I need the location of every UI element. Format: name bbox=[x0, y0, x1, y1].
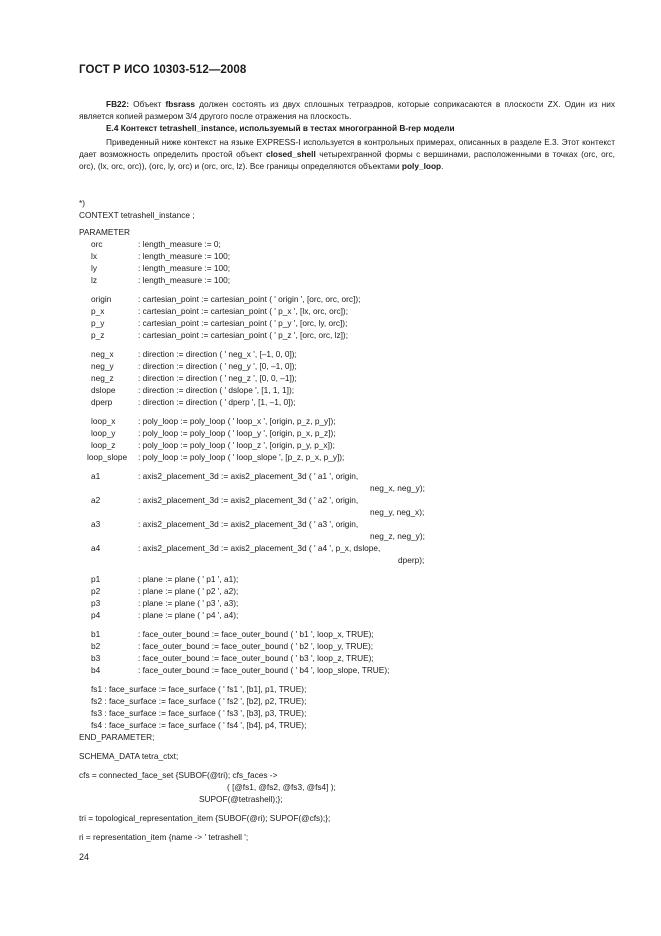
code-line: SCHEMA_DATA tetra_ctxt; bbox=[79, 751, 179, 761]
note-text: должен состоять из двух сплошных тетраэдров, которые соприкасаются в плоскости ZX. Один из них является копией размером 3/4 другого после отражения на плоскость. bbox=[79, 99, 615, 121]
param-name: neg_z bbox=[91, 373, 114, 383]
code-line: fs1 : face_surface := face_surface ( ' fs1 ', [b1], p1, TRUE); bbox=[91, 684, 307, 694]
param-def: : cartesian_point := cartesian_point ( ' p_y ', [orc, ly, orc]); bbox=[138, 318, 348, 328]
param-def: : axis2_placement_3d := axis2_placement_3d ( ' a3 ', origin, bbox=[138, 519, 359, 529]
param-def: : direction := direction ( ' neg_x ', [–1, 0, 0]); bbox=[138, 349, 297, 359]
param-def: : face_outer_bound := face_outer_bound ( ' b3 ', loop_z, TRUE); bbox=[138, 653, 374, 663]
param-name: dperp bbox=[91, 397, 113, 407]
param-def: : plane := plane ( ' p1 ', a1); bbox=[138, 574, 239, 584]
param-def: : axis2_placement_3d := axis2_placement_3d ( ' a4 ', p_x, dslope, bbox=[138, 543, 381, 553]
param-def: : axis2_placement_3d := axis2_placement_3d ( ' a2 ', origin, bbox=[138, 495, 359, 505]
section-title: E.4 Контекст tetrashell_instance, используемый в тестах многогранной B-rep модели bbox=[106, 123, 455, 133]
param-def: : direction := direction ( ' dperp ', [1, –1, 0]); bbox=[138, 397, 296, 407]
param-def: : direction := direction ( ' neg_z ', [0, 0, –1]); bbox=[138, 373, 297, 383]
param-name: b2 bbox=[91, 641, 101, 651]
entity-name: poly_loop bbox=[401, 161, 442, 171]
param-def: : plane := plane ( ' p2 ', a2); bbox=[138, 586, 239, 596]
param-def: : axis2_placement_3d := axis2_placement_3d ( ' a1 ', origin, bbox=[138, 471, 359, 481]
code-line: CONTEXT tetrashell_instance ; bbox=[79, 210, 195, 220]
note-text: Объект bbox=[129, 99, 166, 109]
param-name: neg_x bbox=[91, 349, 114, 359]
intro-text: Приведенный ниже контекст на языке EXPRESS-I используется в контрольных примерах, описанных в разделе E.3. Этот контекст дает возможность определить простой объект bbox=[79, 137, 615, 159]
param-def: : length_measure := 0; bbox=[138, 239, 221, 249]
code-line: PARAMETER bbox=[79, 227, 131, 237]
param-name: a2 bbox=[91, 495, 101, 505]
code-line: END_PARAMETER; bbox=[79, 732, 155, 742]
code-line: SUPOF(@tetrashell);}; bbox=[199, 794, 283, 804]
param-name: a4 bbox=[91, 543, 101, 553]
param-name: lx bbox=[91, 251, 97, 261]
param-def: : cartesian_point := cartesian_point ( ' p_z ', [orc, orc, lz]); bbox=[138, 330, 348, 340]
param-def: : plane := plane ( ' p4 ', a4); bbox=[138, 610, 239, 620]
section-heading bbox=[79, 122, 615, 134]
param-name: p3 bbox=[91, 598, 101, 608]
param-def: : face_outer_bound := face_outer_bound ( ' b4 ', loop_slope, TRUE); bbox=[138, 665, 390, 675]
param-def: : poly_loop := poly_loop ( ' loop_x ', [origin, p_z, p_y]); bbox=[138, 416, 336, 426]
param-name: b1 bbox=[91, 629, 101, 639]
param-name: loop_z bbox=[91, 440, 116, 450]
param-name: b4 bbox=[91, 665, 101, 675]
param-def: : length_measure := 100; bbox=[138, 275, 231, 285]
param-name: loop_slope bbox=[87, 452, 128, 462]
param-def: : cartesian_point := cartesian_point ( ' origin ', [orc, orc, orc]); bbox=[138, 294, 361, 304]
param-name: p_z bbox=[91, 330, 105, 340]
param-name: neg_y bbox=[91, 361, 114, 371]
code-line: fs4 : face_surface := face_surface ( ' fs4 ', [b4], p4, TRUE); bbox=[91, 720, 307, 730]
intro-paragraph bbox=[79, 136, 615, 172]
param-def-cont: dperp); bbox=[398, 555, 425, 565]
param-def: : length_measure := 100; bbox=[138, 263, 231, 273]
param-def: : direction := direction ( ' neg_y ', [0, –1, 0]); bbox=[138, 361, 297, 371]
param-name: p_x bbox=[91, 306, 105, 316]
param-def-cont: neg_y, neg_x); bbox=[370, 507, 425, 517]
param-name: p_y bbox=[91, 318, 105, 328]
param-name: ly bbox=[91, 263, 97, 273]
intro-text: . bbox=[441, 161, 444, 171]
param-def: : direction := direction ( ' dslope ', [1, 1, 1]); bbox=[138, 385, 295, 395]
param-name: a1 bbox=[91, 471, 101, 481]
param-name: orc bbox=[91, 239, 103, 249]
code-line: cfs = connected_face_set {SUBOF(@tri); cfs_faces -> bbox=[79, 770, 278, 780]
param-def: : plane := plane ( ' p3 ', a3); bbox=[138, 598, 239, 608]
param-def: : length_measure := 100; bbox=[138, 251, 231, 261]
param-def: : poly_loop := poly_loop ( ' loop_z ', [origin, p_y, p_x]); bbox=[138, 440, 335, 450]
param-name: loop_x bbox=[91, 416, 116, 426]
param-def: : face_outer_bound := face_outer_bound ( ' b1 ', loop_x, TRUE); bbox=[138, 629, 374, 639]
document-header: ГОСТ Р ИСО 10303-512—2008 bbox=[79, 64, 247, 76]
param-name: lz bbox=[91, 275, 97, 285]
code-line: tri = topological_representation_item {SUBOF(@ri); SUPOF(@cfs);}; bbox=[79, 813, 331, 823]
entity-name: closed_shell bbox=[265, 149, 316, 159]
param-name: dslope bbox=[91, 385, 116, 395]
page-number: 24 bbox=[79, 852, 90, 862]
entity-name: fbsrass bbox=[165, 99, 196, 109]
param-def: : cartesian_point := cartesian_point ( ' p_x ', [lx, orc, orc]); bbox=[138, 306, 348, 316]
param-def-cont: neg_z, neg_y); bbox=[370, 531, 425, 541]
code-line: *) bbox=[79, 198, 85, 208]
param-name: origin bbox=[91, 294, 112, 304]
intro-text: четырехгранной формы с вершинами, расположенными в точках (orc, orc, orc), (lx, orc, orc)), (orc, ly, orc) и (orc, orc, lz). Все границы определяются объектами bbox=[79, 149, 615, 171]
param-name: p1 bbox=[91, 574, 101, 584]
param-name: p2 bbox=[91, 586, 101, 596]
param-def-cont: neg_x, neg_y); bbox=[370, 483, 425, 493]
code-line: ( [@fs1, @fs2, @fs3, @fs4] ); bbox=[227, 782, 336, 792]
param-def: : poly_loop := poly_loop ( ' loop_slope ', [p_z, p_x, p_y]); bbox=[138, 452, 345, 462]
param-def: : face_outer_bound := face_outer_bound ( ' b2 ', loop_y, TRUE); bbox=[138, 641, 374, 651]
code-line: fs3 : face_surface := face_surface ( ' fs3 ', [b3], p3, TRUE); bbox=[91, 708, 307, 718]
param-name: b3 bbox=[91, 653, 101, 663]
note-fb22 bbox=[79, 98, 615, 122]
param-def: : poly_loop := poly_loop ( ' loop_y ', [origin, p_x, p_z]); bbox=[138, 428, 336, 438]
param-name: loop_y bbox=[91, 428, 116, 438]
note-label: FB22: bbox=[106, 99, 130, 109]
param-name: p4 bbox=[91, 610, 101, 620]
code-line: fs2 : face_surface := face_surface ( ' fs2 ', [b2], p2, TRUE); bbox=[91, 696, 307, 706]
param-name: a3 bbox=[91, 519, 101, 529]
code-line: ri = representation_item {name -> ' tetrashell '; bbox=[79, 832, 249, 842]
